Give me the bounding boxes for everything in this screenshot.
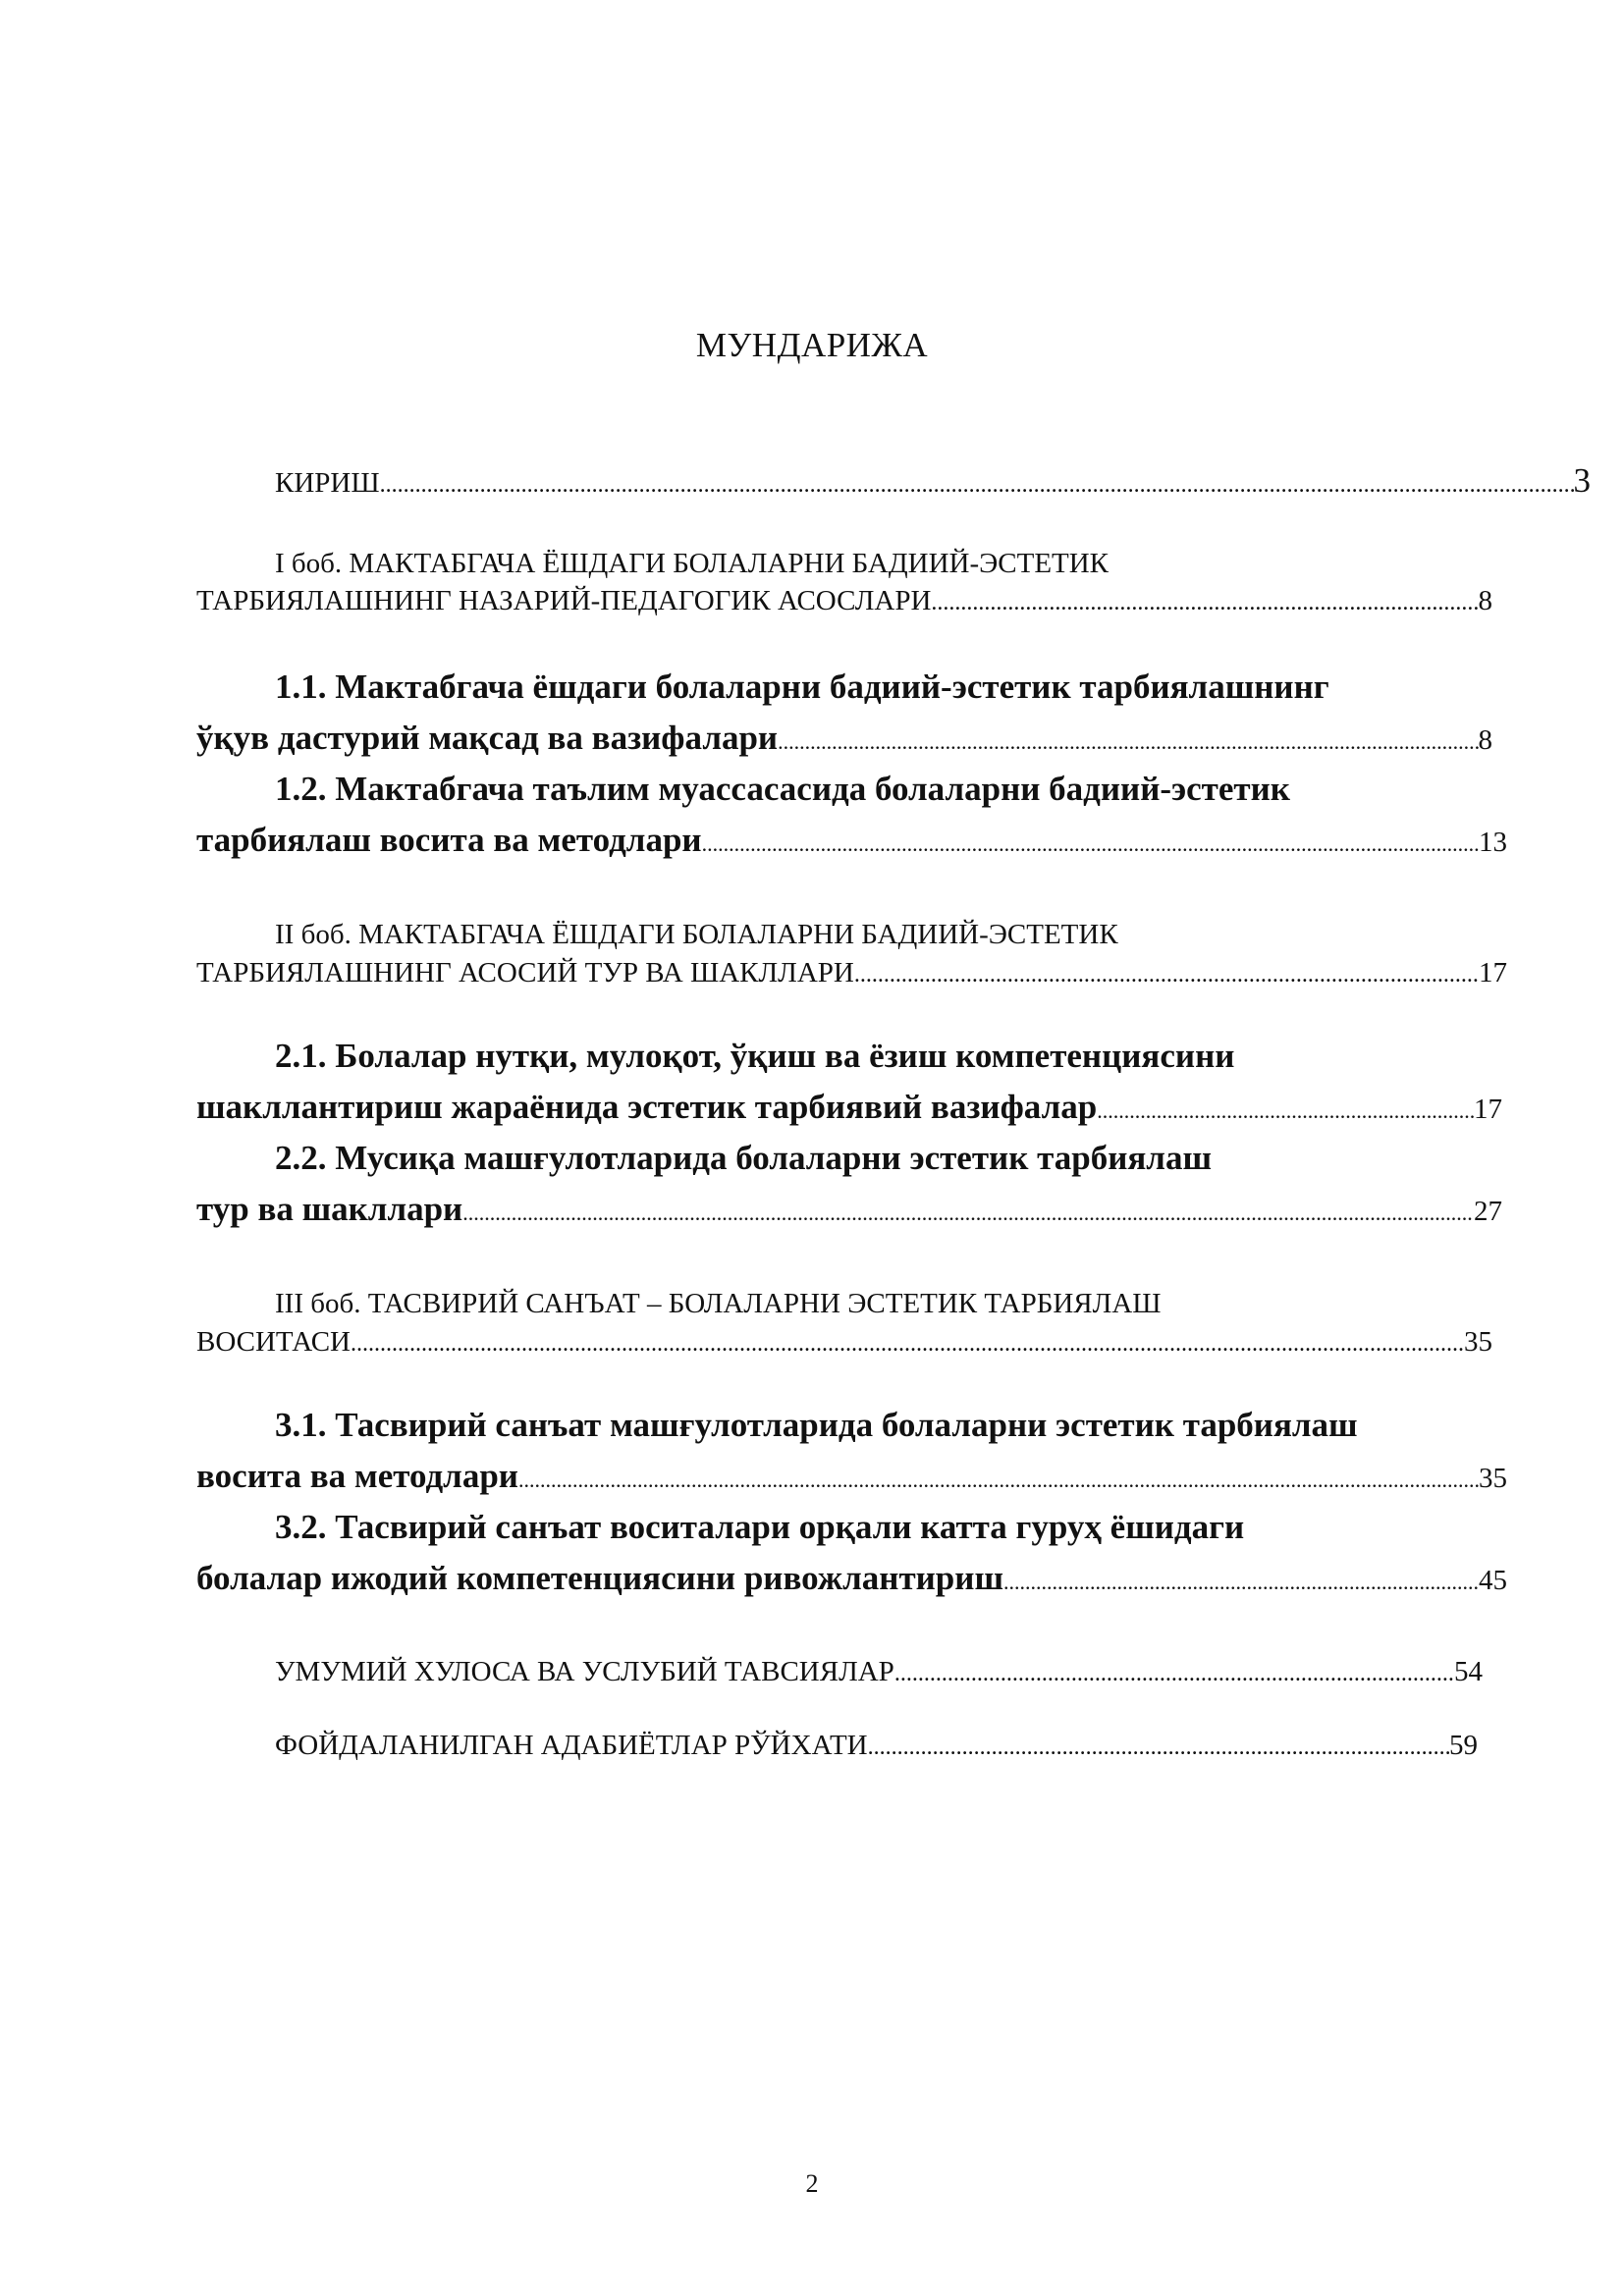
toc-section-1-2 [196, 821, 1507, 860]
toc-chapter-3-line1: III боб. ТАСВИРИЙ САНЪАТ – БОЛАЛАРНИ ЭСТЕТИК ТАРБИЯЛАШ [275, 1288, 1162, 1319]
toc-entry-text: ФОЙДАЛАНИЛГАН АДАБИЁТЛАР РЎЙХАТИ [275, 1730, 868, 1761]
toc-section-3-2-line1: 3.2. Тасвирий санъат воситалари орқали катта гуруҳ ёшидаги [275, 1508, 1245, 1546]
toc-entry-intro [275, 461, 1591, 501]
toc-section-2-1 [196, 1088, 1502, 1127]
toc-entry-text: тарбиялаш восита ва методлари [196, 821, 702, 859]
toc-page-number: 27 [1474, 1196, 1502, 1227]
toc-entry-text: шакллантириш жараёнида эстетик тарбиявий вазифалар [196, 1088, 1098, 1126]
toc-entry-references [275, 1730, 1478, 1762]
toc-entry-text: тур ва шакллари [196, 1190, 463, 1228]
toc-entry-text: КИРИШ [275, 467, 380, 499]
dot-leader [894, 1661, 1454, 1687]
dot-leader [854, 962, 1479, 988]
toc-entry-conclusion [275, 1656, 1483, 1688]
toc-page-number: 54 [1454, 1656, 1483, 1687]
dot-leader [778, 729, 1478, 755]
toc-chapter-2 [196, 957, 1507, 989]
dot-leader [351, 1331, 1464, 1358]
toc-page-number: 35 [1479, 1463, 1507, 1494]
toc-chapter-3 [196, 1326, 1492, 1359]
toc-chapter-1 [196, 585, 1492, 617]
toc-entry-text: ТАРБИЯЛАШНИНГ АСОСИЙ ТУР ВА ШАКЛЛАРИ [196, 957, 854, 988]
toc-section-3-1-line1: 3.1. Тасвирий санъат машғулотларида болаларни эстетик тарбиялаш [275, 1406, 1358, 1444]
page-title: МУНДАРИЖА [695, 326, 929, 364]
toc-section-2-2-line1: 2.2. Мусиқа машғулотларида болаларни эстетик тарбиялаш [275, 1139, 1212, 1177]
dot-leader [931, 590, 1478, 616]
toc-page-number: 13 [1479, 827, 1507, 858]
toc-section-1-1 [196, 719, 1492, 758]
toc-entry-text: болалар ижодий компетенциясини ривожлантириш [196, 1559, 1003, 1597]
toc-page-number: 8 [1478, 724, 1492, 756]
toc-section-3-2 [196, 1559, 1507, 1598]
dot-leader [702, 831, 1479, 857]
dot-leader [868, 1735, 1449, 1761]
toc-entry-text: ТАРБИЯЛАШНИНГ НАЗАРИЙ-ПЕДАГОГИК АСОСЛАРИ [196, 585, 932, 616]
toc-page-number: 35 [1464, 1326, 1492, 1358]
toc-section-2-1-line1: 2.1. Болалар нутқи, мулоқот, ўқиш ва ёзиш компетенциясини [275, 1037, 1235, 1075]
toc-section-1-2-line1: 1.2. Мактабгача таълим муассасасида болаларни бадиий-эстетик [275, 770, 1290, 808]
toc-chapter-1-line1: I боб. МАКТАБГАЧА ЁШДАГИ БОЛАЛАРНИ БАДИИЙ-ЭСТЕТИК [275, 548, 1110, 579]
dot-leader [1003, 1570, 1479, 1595]
toc-section-3-1 [196, 1457, 1507, 1496]
toc-chapter-2-line1: II боб. МАКТАБГАЧА ЁШДАГИ БОЛАЛАРНИ БАДИИЙ-ЭСТЕТИК [275, 919, 1118, 950]
dot-leader [380, 472, 1574, 499]
dot-leader [518, 1468, 1479, 1493]
toc-entry-text: УМУМИЙ ХУЛОСА ВА УСЛУБИЙ ТАВСИЯЛАР [275, 1656, 894, 1687]
toc-page-number: 59 [1449, 1730, 1478, 1761]
dot-leader [462, 1201, 1474, 1226]
toc-page-number: 17 [1474, 1094, 1502, 1125]
toc-section-2-2 [196, 1190, 1502, 1229]
toc-entry-text: ўқув дастурий мақсад ва вазифалари [196, 719, 779, 757]
toc-page-number: 45 [1479, 1565, 1507, 1596]
toc-section-1-1-line1: 1.1. Мактабгача ёшдаги болаларни бадиий-эстетик тарбиялашнинг [275, 667, 1329, 706]
dot-leader [1097, 1098, 1474, 1124]
toc-page-number: 17 [1479, 957, 1507, 988]
toc-page-number: 3 [1573, 461, 1591, 500]
page-number: 2 [805, 2169, 819, 2198]
toc-entry-text: восита ва методлари [196, 1457, 518, 1495]
toc-page-number: 8 [1478, 585, 1492, 616]
toc-entry-text: ВОСИТАСИ [196, 1326, 351, 1358]
